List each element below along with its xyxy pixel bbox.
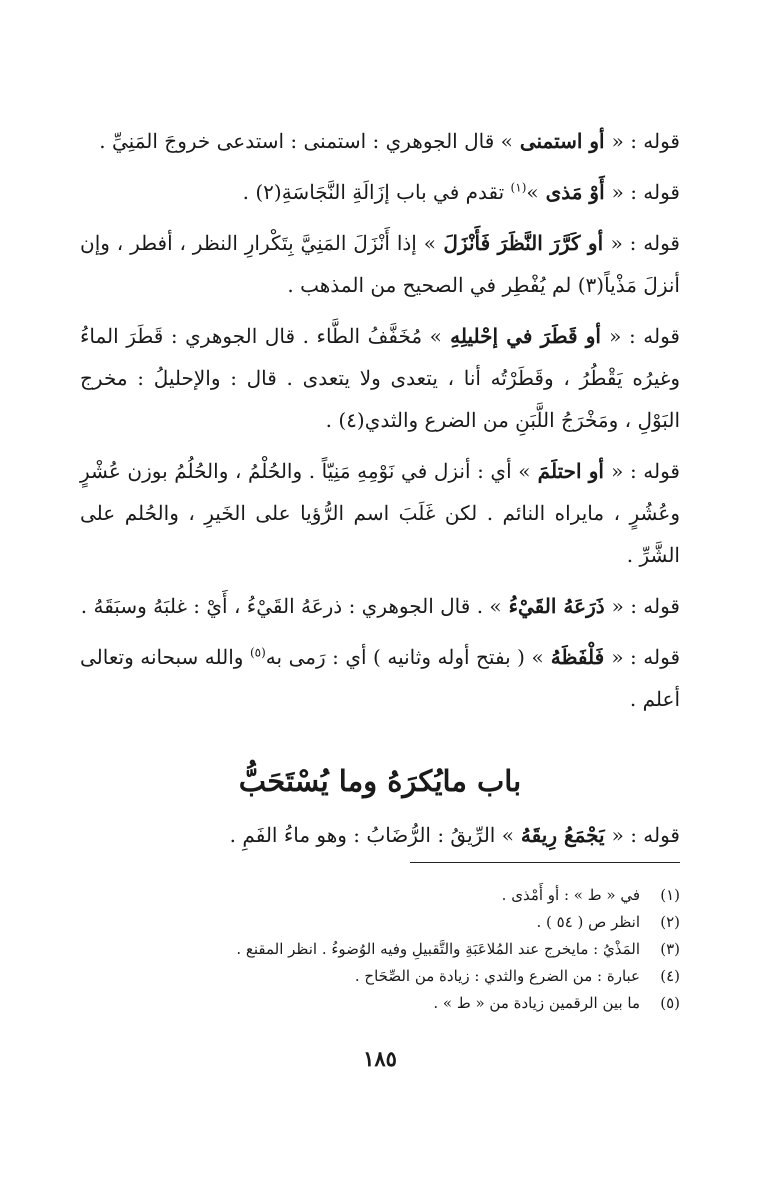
- paragraph-7: [80, 636, 680, 720]
- footnote-4: [80, 963, 680, 990]
- footnote-ref-5: (٥): [249, 645, 266, 660]
- paragraph-5-keyword: أو احتلَمَ: [530, 459, 612, 483]
- paragraph-2-text: »: [526, 180, 539, 204]
- page-number: ١٨٥: [363, 1046, 397, 1071]
- paragraph-4-text: » مُخَفَّفُ الطَّاء . قال الجوهري : قَطَرَ الماءُ وغيرُه يَقْطُرُ ، وقَطَرْتُه أنا ، يتعدى ولا يتعدى . قال : والإحليلُ : مخرج البَوْلِ ، ومَخْرَجُ اللَّبَنِ من الضرع والثدي(٤) .: [80, 324, 680, 432]
- paragraph-1-prefix: قوله : «: [611, 129, 680, 153]
- paragraph-6: [80, 585, 680, 627]
- footnote-number: (٣): [660, 940, 680, 958]
- paragraph-7-suffix: والله سبحانه وتعالى أعلم .: [80, 645, 680, 711]
- footnote-5: [80, 990, 680, 1017]
- paragraph-5-prefix: قوله : «: [611, 459, 680, 483]
- footnote-text: عبارة : من الضرع والثدي : زيادة من الصِّحَاح .: [354, 967, 640, 985]
- paragraph-5-text: » أي : أنزل في نَوْمِهِ مَنِيّاً . والحُلْمُ ، والحُلُمُ بوزن عُشْرٍ وعُشُرٍ ، مايراه النائم . لكن غَلَبَ اسم الرُّؤيا على الخَيرِ ، والحُلم على الشَّرِّ .: [80, 459, 680, 567]
- paragraph-6-keyword: ذَرَعَهُ القَيْءُ: [501, 594, 612, 618]
- paragraph-1-keyword: أو استمنى: [512, 129, 612, 153]
- paragraph-3-keyword: أو كَرَّرَ النَّظَرَ فَأَنْزَلَ: [435, 231, 611, 255]
- paragraph-5: [80, 450, 680, 576]
- footnote-text: المَذْيُ : مايخرج عند المُلاعَبَةِ والتَّقبيلِ وفيه الوُضوءُ . انظر المقنع .: [236, 940, 640, 958]
- paragraph-3-prefix: قوله : «: [610, 231, 680, 255]
- paragraph-4-prefix: قوله : «: [609, 324, 680, 348]
- chapter-paragraph-keyword: يَجْمَعُ رِيقَهُ: [513, 823, 612, 847]
- footnote-number: (٢): [660, 913, 680, 931]
- footnote-number: (٥): [660, 994, 680, 1012]
- footnote-3: [80, 936, 680, 963]
- paragraph-2: [80, 171, 680, 213]
- chapter-title: باب مايُكرَهُ وما يُسْتَحَبُّ: [238, 764, 522, 798]
- paragraph-3-text: » إذا أَنْزَلَ المَنِيَّ بِتَكْرارِ النظر ، أفطر ، وإن أنزلَ مَذْياً(٣) لم يُفْطِر في الصحيح من المذهب .: [80, 231, 680, 297]
- paragraph-7-keyword: فَلْفَظَهُ: [543, 645, 612, 669]
- chapter-paragraph-text: » الرِّيقُ : الرُّضَابُ : وهو ماءُ الفَمِ .: [229, 823, 514, 847]
- paragraph-2-suffix: تقدم في باب إزَالَةِ النَّجَاسَةِ(٢) .: [242, 180, 511, 204]
- footnote-number: (٤): [660, 967, 680, 985]
- footnote-ref-1: (١): [510, 180, 527, 195]
- paragraph-6-text: » . قال الجوهري : ذرعَهُ القَيْءُ ، أَيْ : غلبَهُ وسبَقَهُ .: [80, 594, 502, 618]
- footnote-text: ما بين الرقمين زيادة من « ط » .: [433, 994, 640, 1012]
- page-body: [80, 120, 680, 865]
- paragraph-2-keyword: أَوْ مَذى: [538, 180, 612, 204]
- paragraph-3: [80, 222, 680, 306]
- footnote-2: [80, 909, 680, 936]
- paragraph-4-keyword: أو قَطَرَ في إحْليلِهِ: [441, 324, 610, 348]
- paragraph-2-prefix: قوله : «: [611, 180, 680, 204]
- footnote-text: انظر ص ( ٥٤ ) .: [536, 913, 640, 931]
- footnote-number: (١): [660, 886, 680, 904]
- footnote-divider: [410, 862, 680, 863]
- paragraph-7-text: » ( بفتح أوله وثانيه ) أي : رَمى به: [265, 645, 544, 669]
- paragraph-6-prefix: قوله : «: [611, 594, 680, 618]
- chapter-paragraph-prefix: قوله : «: [611, 823, 680, 847]
- paragraph-7-prefix: قوله : «: [611, 645, 681, 669]
- footnotes: [80, 882, 680, 1017]
- footnote-text: في « ط » : أو أَمْذى .: [501, 886, 640, 904]
- footnote-1: [80, 882, 680, 909]
- paragraph-1: [80, 120, 680, 162]
- paragraph-4: [80, 315, 680, 441]
- chapter-paragraph: [80, 814, 680, 856]
- paragraph-1-text: » قال الجوهري : استمنى : استدعى خروجَ المَنِيِّ .: [99, 129, 513, 153]
